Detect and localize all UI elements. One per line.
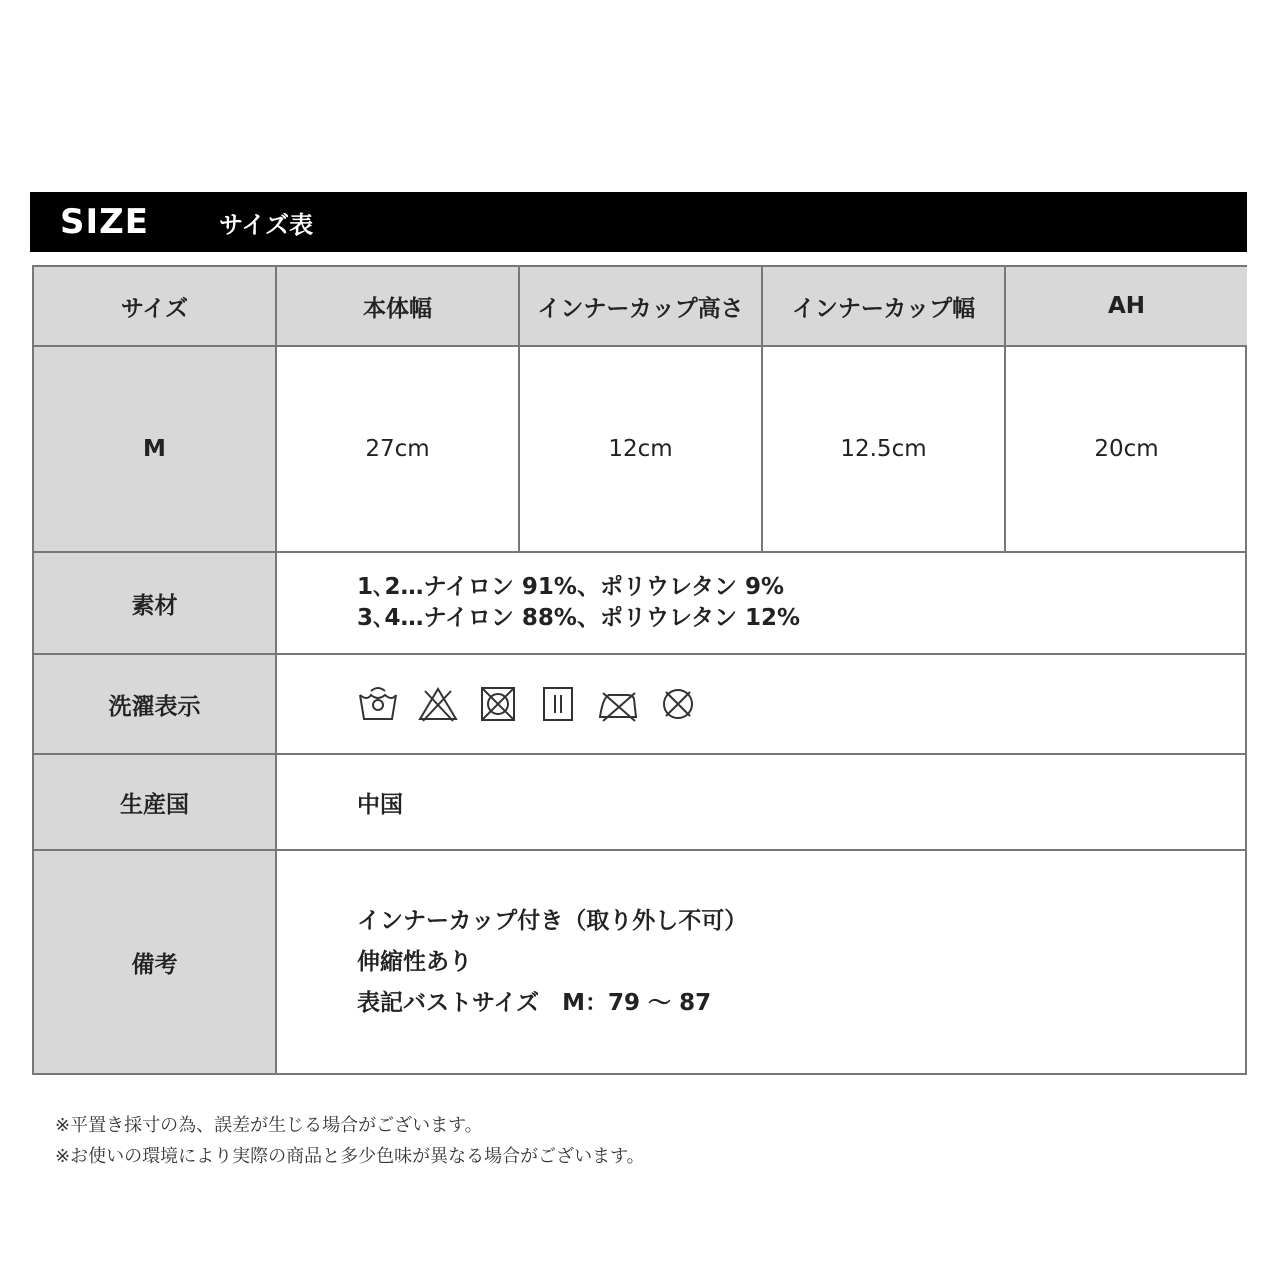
care-label: 洗濯表示: [34, 655, 277, 755]
cup-width-value: 12.5cm: [763, 347, 1006, 553]
care-icons: [277, 655, 1247, 755]
body-width-value: 27cm: [277, 347, 520, 553]
remarks-value: [277, 851, 1247, 1073]
title-sub: サイズ表: [219, 210, 314, 239]
remarks-line: 表記バストサイズ M：79 ～ 87: [357, 989, 712, 1016]
material-line: 1､2…ナイロン 91%、ポリウレタン 9%: [357, 574, 785, 600]
remarks-line: 伸縮性あり: [357, 948, 472, 975]
header-cup-width: インナーカップ幅: [763, 267, 1006, 347]
cup-height-value: 12cm: [520, 347, 763, 553]
header-body-width: 本体幅: [277, 267, 520, 347]
header-cup-height: インナーカップ高さ: [520, 267, 763, 347]
title-bar: [30, 192, 1247, 252]
material-value: [277, 553, 1247, 655]
ah-value: 20cm: [1006, 347, 1247, 553]
hand-wash-icon: [357, 685, 399, 723]
no-iron-icon: [597, 685, 639, 723]
footnote: ※お使いの環境により実際の商品と多少色味が異なる場合がございます。: [55, 1146, 645, 1167]
size-table: [32, 265, 1247, 1075]
no-tumble-dry-icon: [477, 685, 519, 723]
footnotes: [55, 1110, 645, 1172]
title-main: SIZE: [60, 202, 150, 242]
header-ah: AH: [1006, 267, 1247, 347]
size-m: M: [34, 347, 277, 553]
material-line: 3､4…ナイロン 88%、ポリウレタン 12%: [357, 605, 801, 631]
header-size: サイズ: [34, 267, 277, 347]
no-bleach-icon: [417, 685, 459, 723]
remarks-line: インナーカップ付き（取り外し不可）: [357, 907, 748, 934]
origin-value: 中国: [277, 755, 1247, 851]
hang-dry-icon: [537, 685, 579, 723]
footnote: ※平置き採寸の為、誤差が生じる場合がございます。: [55, 1115, 483, 1136]
origin-label: 生産国: [34, 755, 277, 851]
no-dry-clean-icon: [657, 685, 699, 723]
material-label: 素材: [34, 553, 277, 655]
remarks-label: 備考: [34, 851, 277, 1073]
